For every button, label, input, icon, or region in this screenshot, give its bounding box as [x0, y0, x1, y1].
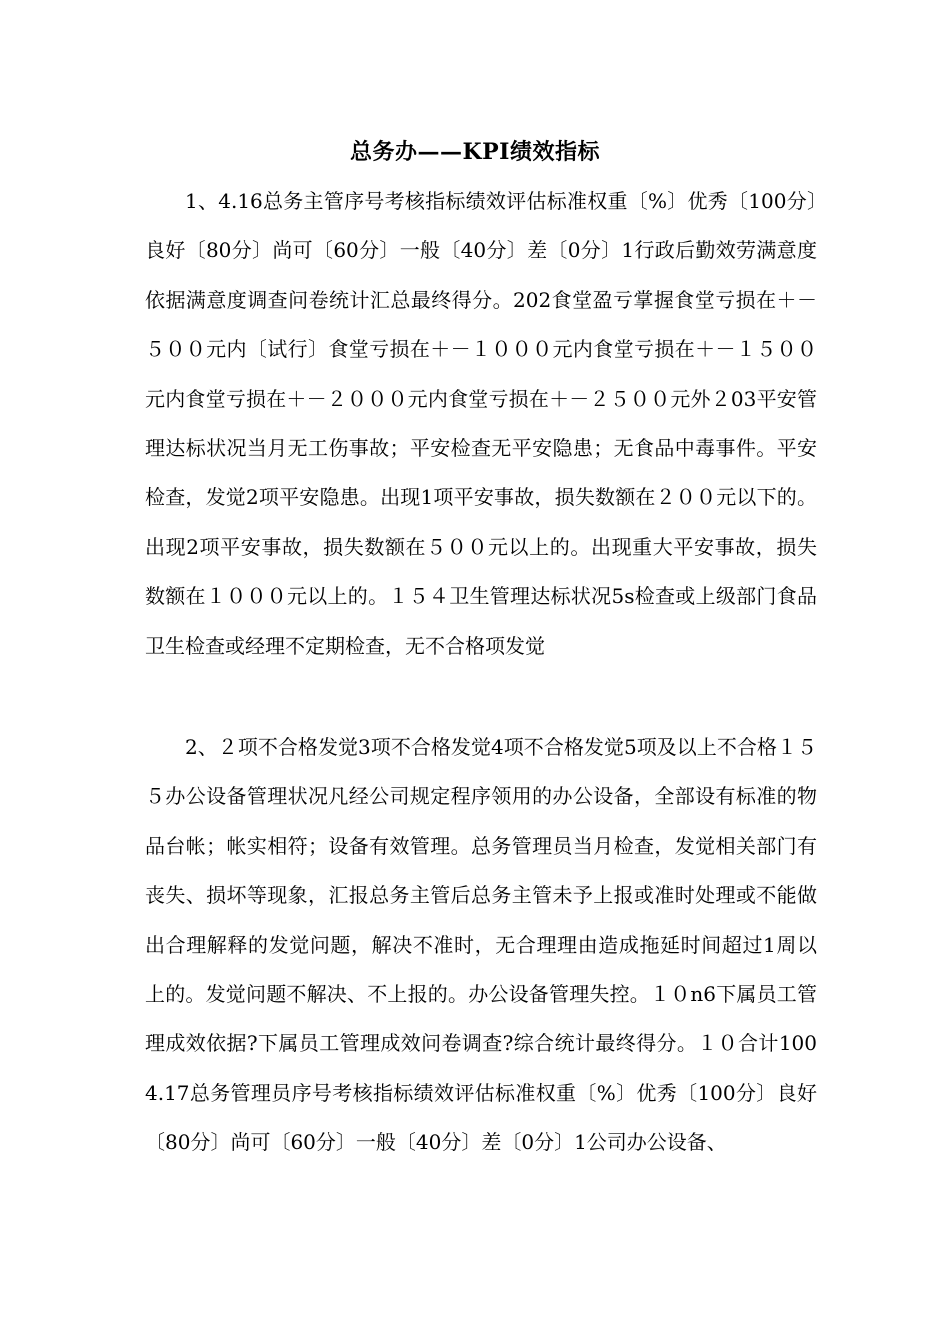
document-title: 总务办——KPI绩效指标 [350, 139, 600, 165]
paragraph-1: 1、4.16总务主管序号考核指标绩效评估标准权重〔%〕优秀〔100分〕良好〔80分〕尚可〔60分〕一般〔40分〕差〔0分〕1行政后勤效劳满意度依据满意度调查问卷统计汇总最终得分。202食堂盈亏掌握食堂亏损在＋－５００元内〔试行〕食堂亏损在＋－１０００元内食堂亏损在＋－１５００元内食堂亏损在＋－２０００元内食堂亏损在＋－２５００元外２03平安管理达标状况当月无工伤事故；平安检查无平安隐患；无食品中毒事件。平安检查，发觉2项平安隐患。出现1项平安事故，损失数额在２００元以下的。出现2项平安事故，损失数额在５００元以上的。出现重大平安事故，损失数额在１０００元以上的。１５４卫生管理达标状况5s检查或上级部门食品卫生检查或经理不定期检查，无不合格项发觉 [145, 189, 817, 658]
paragraph-2: 2、２项不合格发觉3项不合格发觉4项不合格发觉5项及以上不合格１５５办公设备管理状况凡经公司规定程序领用的办公设备，全部设有标准的物品台帐；帐实相符；设备有效管理。总务管理员当月检查，发觉相关部门有丧失、损坏等现象，汇报总务主管后总务主管未予上报或准时处理或不能做出合理解释的发觉问题，解决不准时，无合理理由造成拖延时间超过1周以上的。发觉问题不解决、不上报的。办公设备管理失控。１０n6下属员工管理成效依据?下属员工管理成效问卷调查?综合统计最终得分。１０合计1004.17总务管理员序号考核指标绩效评估标准权重〔%〕优秀〔100分〕良好〔80分〕尚可〔60分〕一般〔40分〕差〔0分〕1公司办公设备、 [145, 735, 817, 1155]
